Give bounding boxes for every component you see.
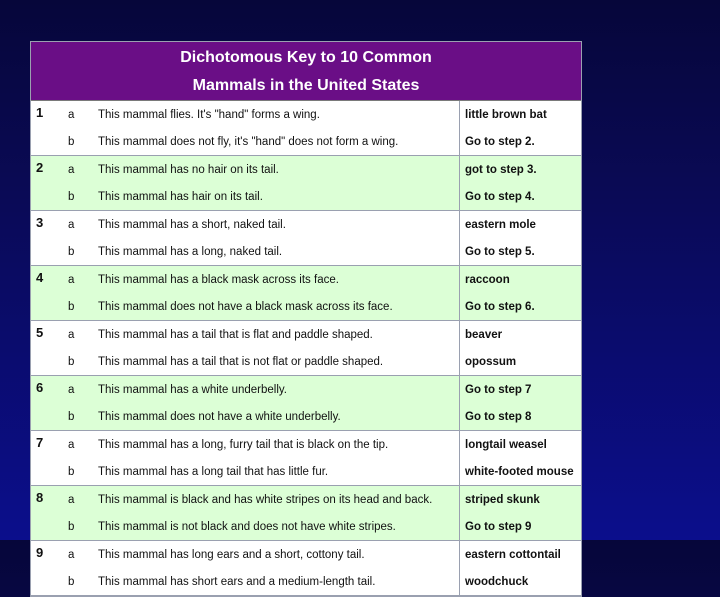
choice-result: Go to step 9 [460,513,582,541]
choice-result: little brown bat [460,101,582,128]
key-row [31,403,581,431]
choice-result: opossum [460,348,582,376]
key-header [31,42,581,101]
step-number [31,128,62,156]
key-row [31,486,581,514]
step-number [31,458,62,486]
choice-letter: b [62,403,98,431]
choice-description: This mammal does not have a white underbelly. [98,403,460,431]
choice-letter: a [62,376,98,404]
choice-result: white-footed mouse [460,458,582,486]
choice-letter: b [62,348,98,376]
key-row [31,183,581,211]
title-line-1: Dichotomous Key to 10 Common [180,49,432,66]
key-row [31,431,581,459]
choice-description: This mammal has hair on its tail. [98,183,460,211]
choice-result: Go to step 4. [460,183,582,211]
choice-result: Go to step 6. [460,293,582,321]
step-number [31,568,62,596]
choice-description: This mammal is black and has white stripes on its head and back. [98,486,460,514]
choice-description: This mammal has a long, furry tail that is black on the tip. [98,431,460,459]
choice-description: This mammal has a tail that is flat and paddle shaped. [98,321,460,349]
key-row [31,238,581,266]
choice-description: This mammal has a long, naked tail. [98,238,460,266]
choice-letter: b [62,458,98,486]
key-row [31,266,581,294]
step-number [31,293,62,321]
choice-description: This mammal has a black mask across its face. [98,266,460,294]
step-number: 1 [31,101,62,128]
choice-letter: a [62,211,98,239]
step-number: 5 [31,321,62,349]
key-row [31,321,581,349]
step-number [31,238,62,266]
choice-letter: a [62,431,98,459]
choice-result: woodchuck [460,568,582,596]
step-number: 2 [31,156,62,184]
step-number: 4 [31,266,62,294]
key-row [31,128,581,156]
key-row [31,568,581,596]
choice-result: eastern cottontail [460,541,582,569]
key-row [31,376,581,404]
choice-letter: b [62,128,98,156]
choice-result: eastern mole [460,211,582,239]
choice-description: This mammal is not black and does not have white stripes. [98,513,460,541]
choice-description: This mammal does not have a black mask across its face. [98,293,460,321]
choice-result: Go to step 8 [460,403,582,431]
step-number: 6 [31,376,62,404]
choice-description: This mammal has a short, naked tail. [98,211,460,239]
choice-result: Go to step 5. [460,238,582,266]
step-number [31,183,62,211]
key-row [31,293,581,321]
choice-letter: a [62,101,98,128]
choice-letter: a [62,266,98,294]
key-body [31,101,581,596]
choice-letter: a [62,541,98,569]
choice-letter: b [62,238,98,266]
choice-description: This mammal has a tail that is not flat or paddle shaped. [98,348,460,376]
choice-description: This mammal has a white underbelly. [98,376,460,404]
choice-result: Go to step 2. [460,128,582,156]
choice-letter: b [62,513,98,541]
key-row [31,541,581,569]
choice-result: raccoon [460,266,582,294]
choice-letter: b [62,293,98,321]
choice-description: This mammal has no hair on its tail. [98,156,460,184]
key-row [31,458,581,486]
key-row [31,211,581,239]
key-row [31,348,581,376]
title-line-2: Mammals in the United States [192,77,420,94]
choice-letter: a [62,156,98,184]
choice-result: Go to step 7 [460,376,582,404]
step-number [31,403,62,431]
step-number: 9 [31,541,62,569]
key-row [31,156,581,184]
choice-description: This mammal flies. It's "hand" forms a wing. [98,101,460,128]
choice-letter: a [62,321,98,349]
dichotomous-key-table [30,41,582,597]
key-row [31,101,581,128]
choice-result: longtail weasel [460,431,582,459]
choice-description: This mammal has a long tail that has little fur. [98,458,460,486]
choice-result: beaver [460,321,582,349]
choice-letter: a [62,486,98,514]
choice-result: got to step 3. [460,156,582,184]
choice-description: This mammal has long ears and a short, cottony tail. [98,541,460,569]
step-number [31,513,62,541]
choice-description: This mammal does not fly, it's "hand" does not form a wing. [98,128,460,156]
step-number: 8 [31,486,62,514]
choice-description: This mammal has short ears and a medium-length tail. [98,568,460,596]
choice-result: striped skunk [460,486,582,514]
choice-letter: b [62,568,98,596]
choice-letter: b [62,183,98,211]
step-number [31,348,62,376]
key-row [31,513,581,541]
step-number: 7 [31,431,62,459]
step-number: 3 [31,211,62,239]
